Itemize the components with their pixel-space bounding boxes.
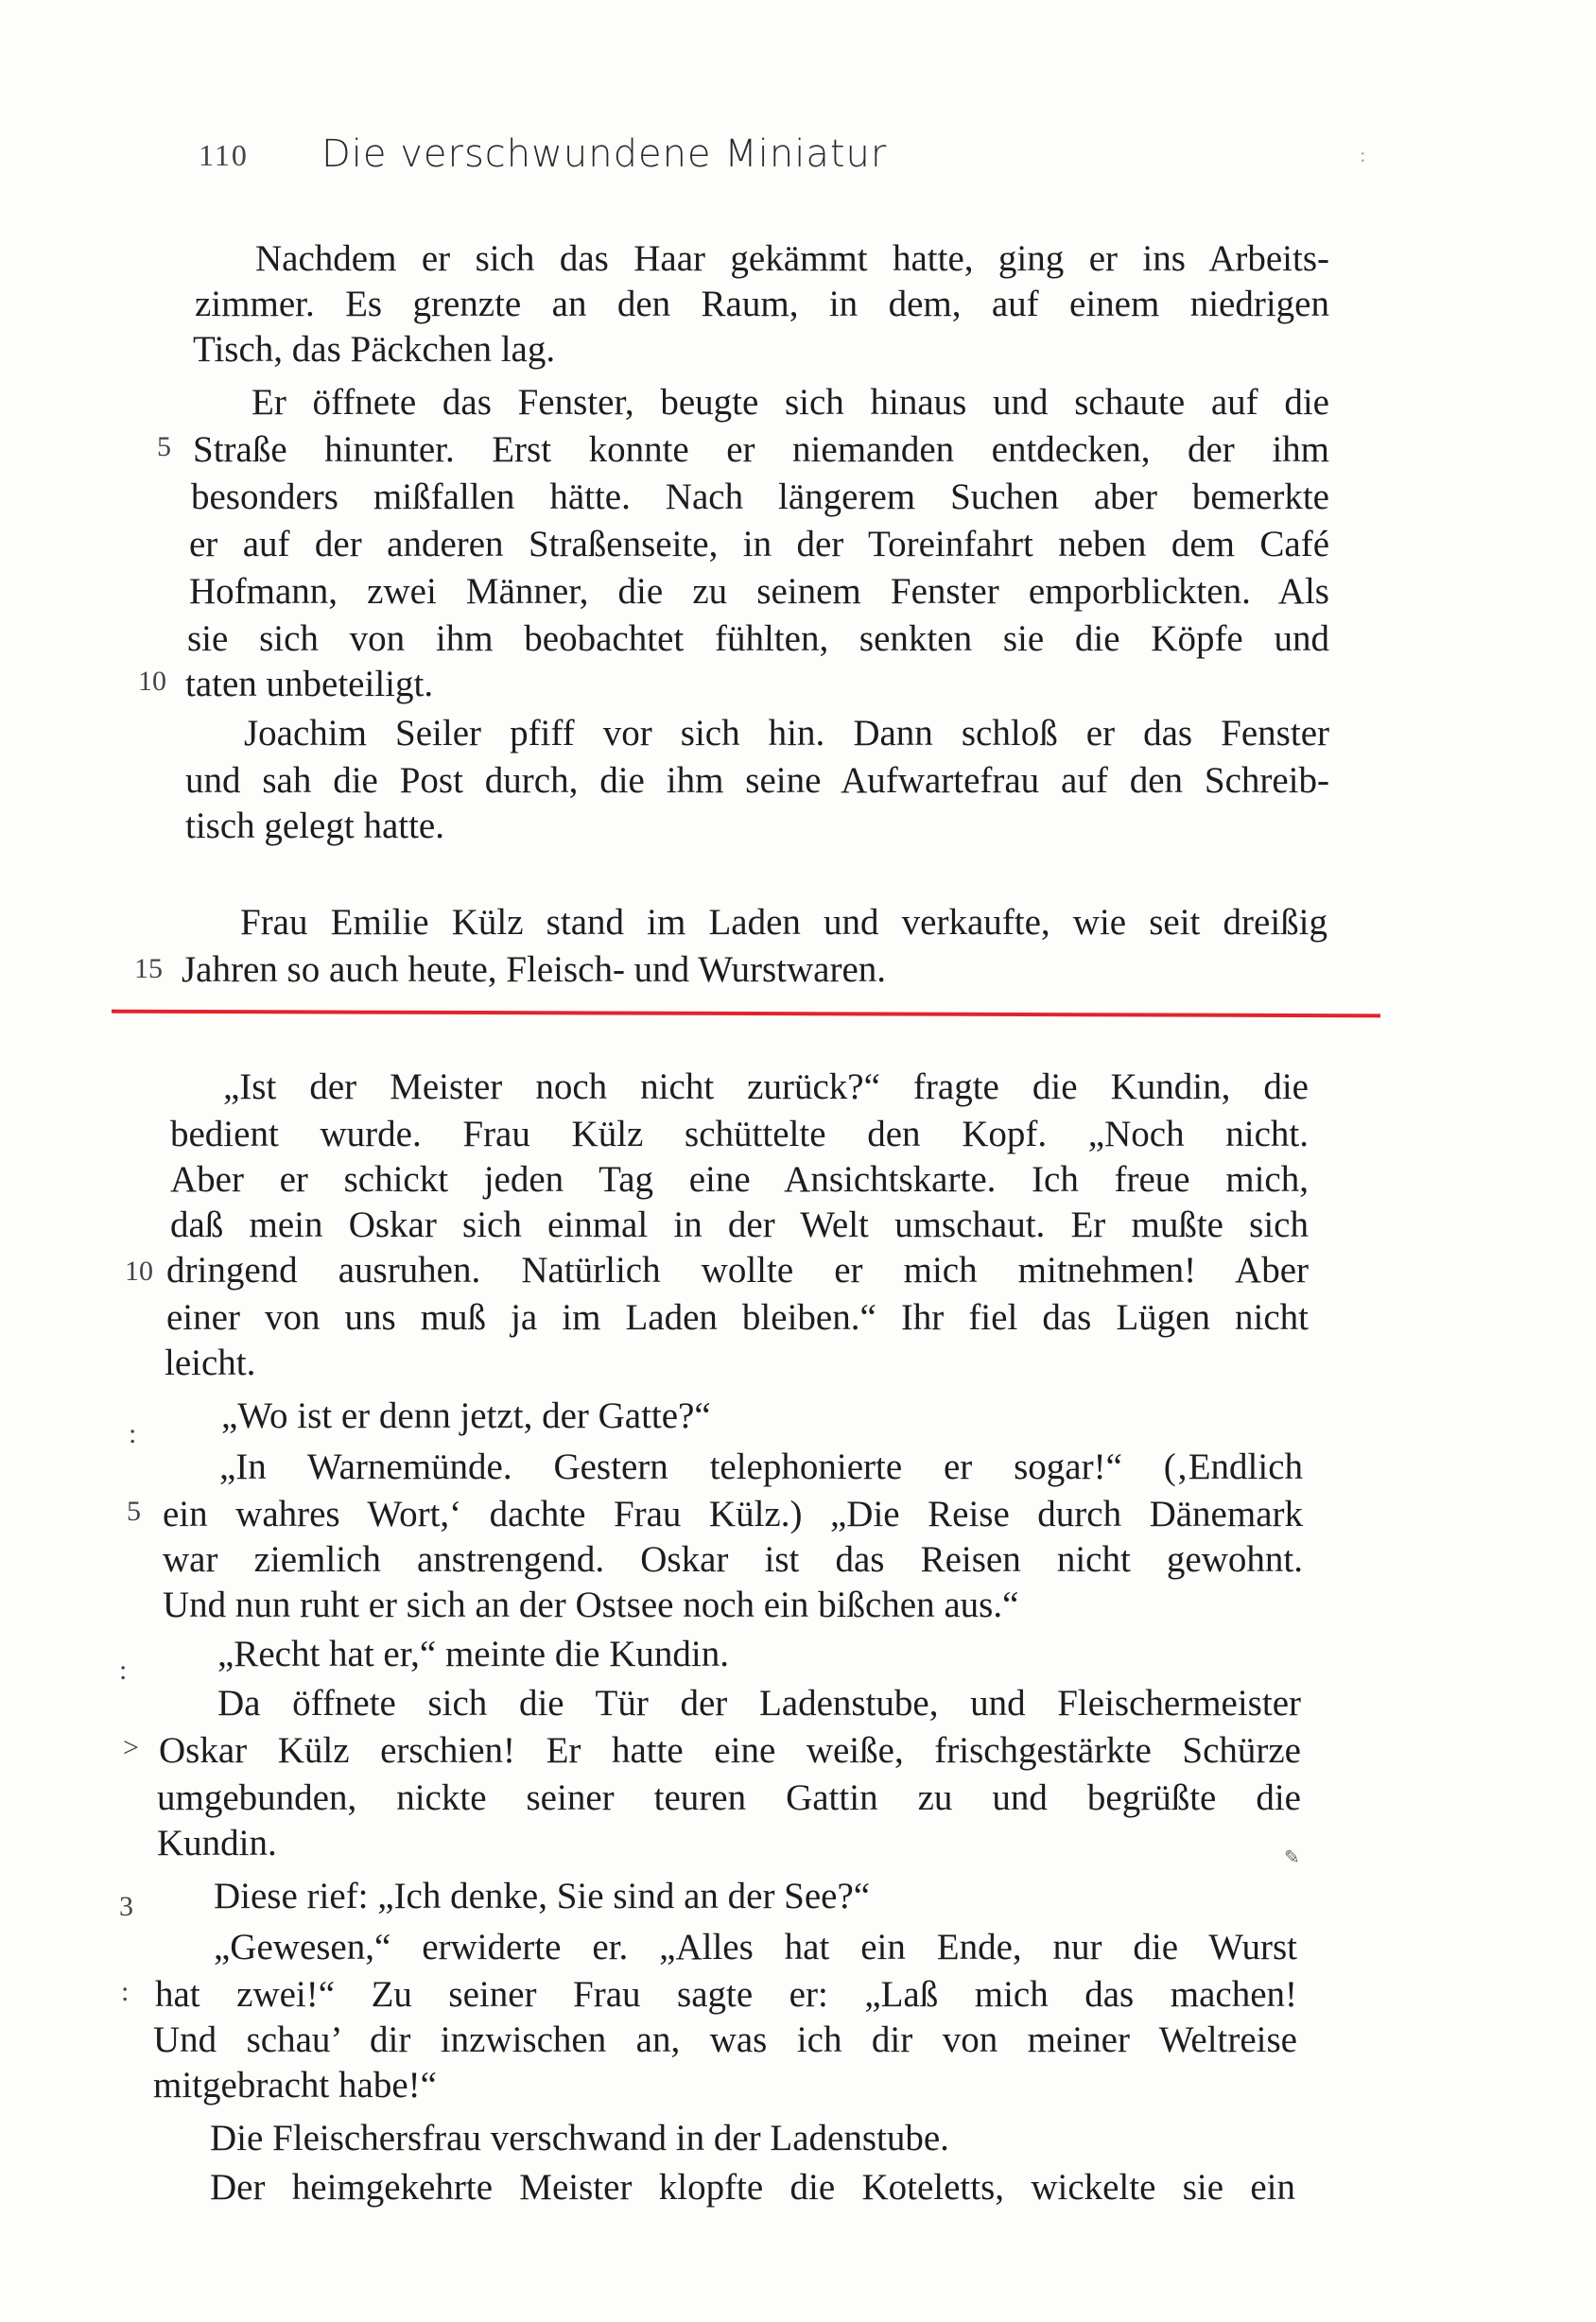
text-line: Joachim Seiler pfiff vor sich hin. Dann schloß er das Fenster xyxy=(244,713,1329,754)
text-line: Aber er schickt jeden Tag eine Ansichtskarte. Ich freue mich, xyxy=(170,1159,1309,1200)
text-line: taten unbeteiligt. xyxy=(185,664,434,704)
text-line: Straße hinunter. Erst konnte er niemanden entdecken, der ihm xyxy=(193,429,1329,470)
text-line: einer von uns muß ja im Laden bleiben.“ Ihr fiel das Lügen nicht xyxy=(166,1297,1309,1338)
text-line: war ziemlich anstrengend. Oskar ist das Reisen nicht gewohnt. xyxy=(163,1539,1303,1580)
line-number: > xyxy=(123,1732,139,1763)
red-divider-line xyxy=(112,1010,1380,1018)
text-line: „Recht hat er,“ meinte die Kundin. xyxy=(217,1634,729,1674)
text-line: sie sich von ihm beobachtet fühlten, senkten sie die Köpfe und xyxy=(187,618,1329,659)
text-line: hat zwei!“ Zu seiner Frau sagte er: „Laß mich das machen! xyxy=(155,1974,1297,2015)
text-line: bedient wurde. Frau Külz schüttelte den Kopf. „Noch nicht. xyxy=(170,1114,1309,1154)
text-line: Er öffnete das Fenster, beugte sich hinaus und schaute auf die xyxy=(252,382,1329,423)
line-number: 10 xyxy=(125,1256,153,1287)
text-line: Die Fleischersfrau verschwand in der Ladenstube. xyxy=(210,2118,949,2158)
line-number: 10 xyxy=(138,666,166,697)
text-line: „Wo ist er denn jetzt, der Gatte?“ xyxy=(221,1395,711,1436)
text-line: Nachdem er sich das Haar gekämmt hatte, ging er ins Arbeits- xyxy=(255,238,1329,279)
text-line: Der heimgekehrte Meister klopfte die Koteletts, wickelte sie ein xyxy=(210,2167,1295,2208)
text-line: Oskar Külz erschien! Er hatte eine weiße, frischgestärkte Schürze xyxy=(159,1730,1301,1771)
line-number: 3 xyxy=(119,1891,133,1922)
text-line: Und nun ruht er sich an der Ostsee noch ein bißchen aus.“ xyxy=(163,1585,1019,1625)
text-line: „Gewesen,“ erwiderte er. „Alles hat ein Ende, nur die Wurst xyxy=(214,1927,1297,1967)
line-number: : xyxy=(119,1655,128,1686)
text-line: besonders mißfallen hätte. Nach längerem Suchen aber bemerkte xyxy=(191,477,1329,517)
header-mark: : xyxy=(1360,146,1365,166)
text-line: Frau Emilie Külz stand im Laden und verkaufte, wie seit dreißig xyxy=(240,902,1327,943)
text-line: umgebunden, nickte seiner teuren Gattin zu und begrüßte die xyxy=(157,1777,1301,1818)
text-line: Da öffnete sich die Tür der Ladenstube, und Fleischermeister xyxy=(217,1683,1301,1724)
line-number: 5 xyxy=(127,1496,141,1527)
line-number: : xyxy=(121,1976,130,2007)
line-number: 5 xyxy=(157,431,171,462)
text-line: Kundin. xyxy=(157,1823,277,1863)
running-title: Die verschwundene Miniatur xyxy=(321,132,888,176)
text-line: ein wahres Wort,‘ dachte Frau Külz.) „Die Reise durch Dänemark xyxy=(163,1494,1303,1534)
library-stamp-icon: ✎ xyxy=(1284,1847,1300,1868)
text-line: dringend ausruhen. Natürlich wollte er mich mitnehmen! Aber xyxy=(166,1250,1309,1291)
text-line: leicht. xyxy=(165,1343,256,1383)
line-number: 15 xyxy=(134,953,163,984)
page-number: 110 xyxy=(199,138,249,172)
text-line: Diese rief: „Ich denke, Sie sind an der See?“ xyxy=(214,1876,871,1916)
text-line: Jahren so auch heute, Fleisch- und Wurstwaren. xyxy=(182,949,886,990)
text-line: und sah die Post durch, die ihm seine Aufwartefrau auf den Schreib- xyxy=(185,760,1329,801)
line-number: : xyxy=(129,1418,137,1449)
running-header xyxy=(199,132,1380,189)
text-line: daß mein Oskar sich einmal in der Welt umschaut. Er mußte sich xyxy=(170,1204,1309,1245)
text-line: mitgebracht habe!“ xyxy=(153,2065,437,2105)
text-line: zimmer. Es grenzte an den Raum, in dem, auf einem niedrigen xyxy=(195,284,1329,324)
text-line: „Ist der Meister noch nicht zurück?“ fragte die Kundin, die xyxy=(223,1066,1309,1107)
text-line: er auf der anderen Straßenseite, in der Toreinfahrt neben dem Café xyxy=(189,524,1329,564)
text-line: tisch gelegt hatte. xyxy=(185,806,444,846)
text-line: Tisch, das Päckchen lag. xyxy=(193,329,556,370)
text-line: Und schau’ dir inzwischen an, was ich dir von meiner Weltreise xyxy=(153,2019,1297,2060)
text-line: „In Warnemünde. Gestern telephonierte er sogar!“ (‚Endlich xyxy=(219,1447,1303,1487)
text-line: Hofmann, zwei Männer, die zu seinem Fenster emporblickten. Als xyxy=(189,571,1329,612)
